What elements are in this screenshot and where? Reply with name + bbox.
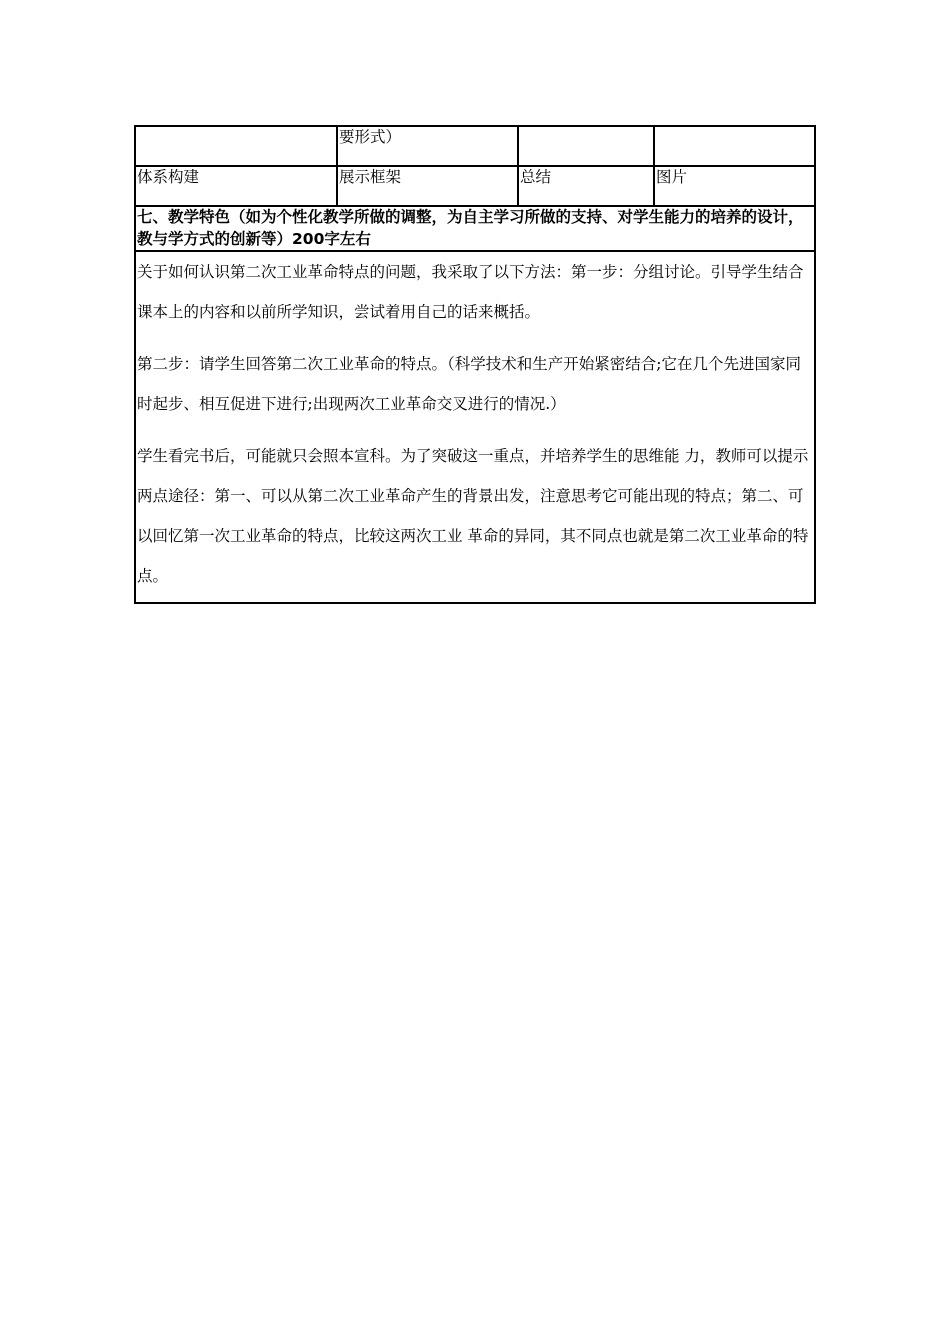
paragraph: 第二步：请学生回答第二次工业革命的特点。（科学技术和生产开始紧密结合;它在几个先进国家同时起步、相互促进下进行;出现两次工业革命交叉进行的情况.） — [137, 355, 801, 414]
table-cell: 图片 — [654, 166, 815, 206]
lesson-plan-table — [134, 125, 816, 604]
table-cell: 要形式） — [337, 126, 518, 166]
paragraph: 关于如何认识第二次工业革命特点的问题，我采取了以下方法：第一步：分组讨论。引导学生结合课本上的内容和以前所学知识，尝试着用自己的话来概括。 — [137, 263, 804, 322]
table-cell — [135, 126, 337, 166]
table-cell: 总结 — [518, 166, 654, 206]
table-cell: 体系构建 — [135, 166, 337, 206]
table-cell — [654, 126, 815, 166]
table-cell: 展示框架 — [337, 166, 518, 206]
table-row — [135, 206, 815, 251]
table-row — [135, 251, 815, 603]
section-heading: 七、教学特色（如为个性化教学所做的调整，为自主学习所做的支持、对学生能力的培养的设计，教与学方式的创新等）200字左右 — [135, 206, 815, 251]
section-body — [135, 251, 815, 603]
table-row — [135, 166, 815, 206]
table-row — [135, 126, 815, 166]
paragraph: 学生看完书后，可能就只会照本宣科。为了突破这一重点，并培养学生的思维能 力，教师可以提示两点途径：第一、可以从第二次工业革命产生的背景出发，注意思考它可能出现的特点；第二、可以回忆第一次工业革命的特点，比较这两次工业 革命的异同，其不同点也就是第二次工业革命的特点。 — [137, 447, 809, 586]
table-cell — [518, 126, 654, 166]
